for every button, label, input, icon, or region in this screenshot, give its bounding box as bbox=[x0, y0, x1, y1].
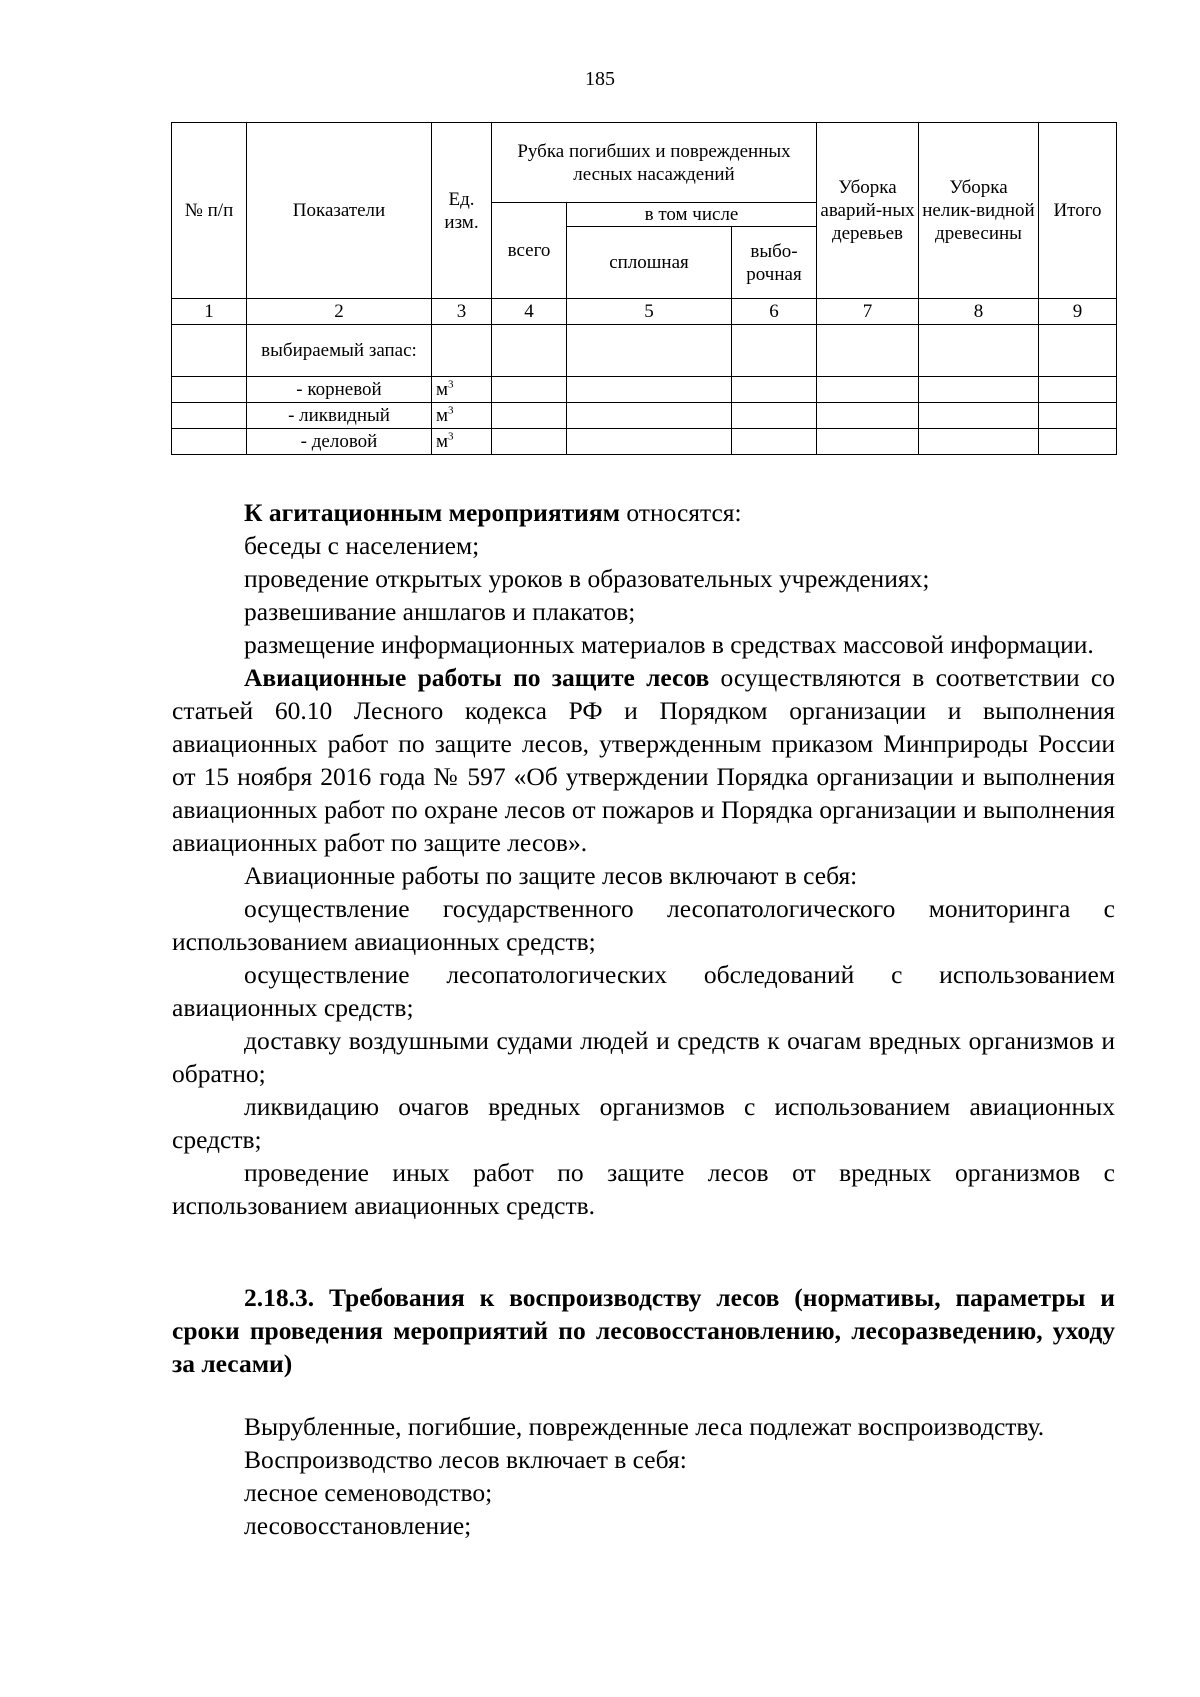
reproduction-intro: Воспроизводство лесов включает в себя: bbox=[244, 1445, 687, 1474]
col-number: 5 bbox=[567, 299, 732, 325]
header-total: всего bbox=[492, 203, 567, 299]
list-item: развешивание аншлагов и плакатов; bbox=[244, 597, 636, 626]
col-number: 2 bbox=[247, 299, 432, 325]
agitation-section bbox=[172, 496, 1115, 1222]
table-row bbox=[172, 403, 1117, 429]
row-unit: $м^3$ bbox=[432, 377, 492, 403]
list-item: ликвидацию очагов вредных организмов с использованием авиационных средств; bbox=[172, 1092, 1115, 1154]
agitation-lead: К агитационным мероприятиям относятся: bbox=[244, 498, 742, 527]
header-emergency: Уборка аварий-ных деревьев bbox=[817, 123, 919, 299]
list-item: осуществление государственного лесопатологического мониторинга с использованием авиационных средств; bbox=[172, 894, 1115, 956]
list-item: размещение информационных материалов в средствах массовой информации. bbox=[244, 630, 1094, 659]
header-felling-group: Рубка погибших и поврежденных лесных насаждений bbox=[492, 123, 817, 203]
section-heading: 2.18.3. Требования к воспроизводству лесов (нормативы, параметры и сроки проведения мероприятий по лесовосстановлению, лесоразведению, уходу за лесами) bbox=[172, 1283, 1115, 1378]
felling-volume-table bbox=[171, 122, 1117, 455]
list-item: лесовосстановление; bbox=[244, 1511, 472, 1540]
table-row bbox=[172, 429, 1117, 455]
header-nonliquid: Уборка нелик-видной древесины bbox=[919, 123, 1039, 299]
col-number: 4 bbox=[492, 299, 567, 325]
list-item: доставку воздушными судами людей и средств к очагам вредных организмов и обратно; bbox=[172, 1026, 1115, 1088]
col-number: 1 bbox=[172, 299, 247, 325]
list-item: лесное семеноводство; bbox=[244, 1478, 493, 1507]
header-unit: Ед. изм. bbox=[432, 123, 492, 299]
col-number: 3 bbox=[432, 299, 492, 325]
reproduction-section bbox=[172, 1410, 1115, 1542]
col-number: 7 bbox=[817, 299, 919, 325]
row-label: выбираемый запас: bbox=[247, 325, 432, 377]
column-number-row bbox=[172, 299, 1117, 325]
row-label: - деловой bbox=[247, 429, 432, 455]
table-row bbox=[172, 325, 1117, 377]
aviation-intro: Авиационные работы по защите лесов включают в себя: bbox=[244, 861, 858, 890]
header-indicators: Показатели bbox=[247, 123, 432, 299]
reproduction-para: Вырубленные, погибшие, поврежденные леса подлежат воспроизводству. bbox=[244, 1412, 1045, 1441]
row-label: - ликвидный bbox=[247, 403, 432, 429]
row-unit: $м^3$ bbox=[432, 403, 492, 429]
header-clear: сплошная bbox=[567, 227, 732, 299]
row-unit: $м^3$ bbox=[432, 429, 492, 455]
list-item: проведение иных работ по защите лесов от вредных организмов с использованием авиационных средств. bbox=[172, 1158, 1115, 1220]
header-selective: выбо-рочная bbox=[732, 227, 817, 299]
table-row bbox=[172, 377, 1117, 403]
row-label: - корневой bbox=[247, 377, 432, 403]
col-number: 9 bbox=[1039, 299, 1117, 325]
header-sum: Итого bbox=[1039, 123, 1117, 299]
page-number: 185 bbox=[585, 68, 615, 90]
list-item: беседы с населением; bbox=[244, 531, 480, 560]
list-item: проведение открытых уроков в образовательных учреждениях; bbox=[244, 564, 930, 593]
col-number: 8 bbox=[919, 299, 1039, 325]
aviation-lead: Авиационные работы по защите лесов осуществляются в соответствии со статьей 60.10 Лесного кодекса РФ и Порядком организации и выполнения авиационных работ по защите лесов, утвержденным приказом Минприроды России от 15 ноября 2016 года № 597 «Об утверждении Порядка организации и выполнения авиационных работ по охране лесов от пожаров и Порядка организации и выполнения авиационных работ по защите лесов». bbox=[172, 663, 1115, 857]
header-including: в том числе bbox=[567, 203, 817, 227]
header-num: № п/п bbox=[172, 123, 247, 299]
col-number: 6 bbox=[732, 299, 817, 325]
list-item: осуществление лесопатологических обследований с использованием авиационных средств; bbox=[172, 960, 1115, 1022]
